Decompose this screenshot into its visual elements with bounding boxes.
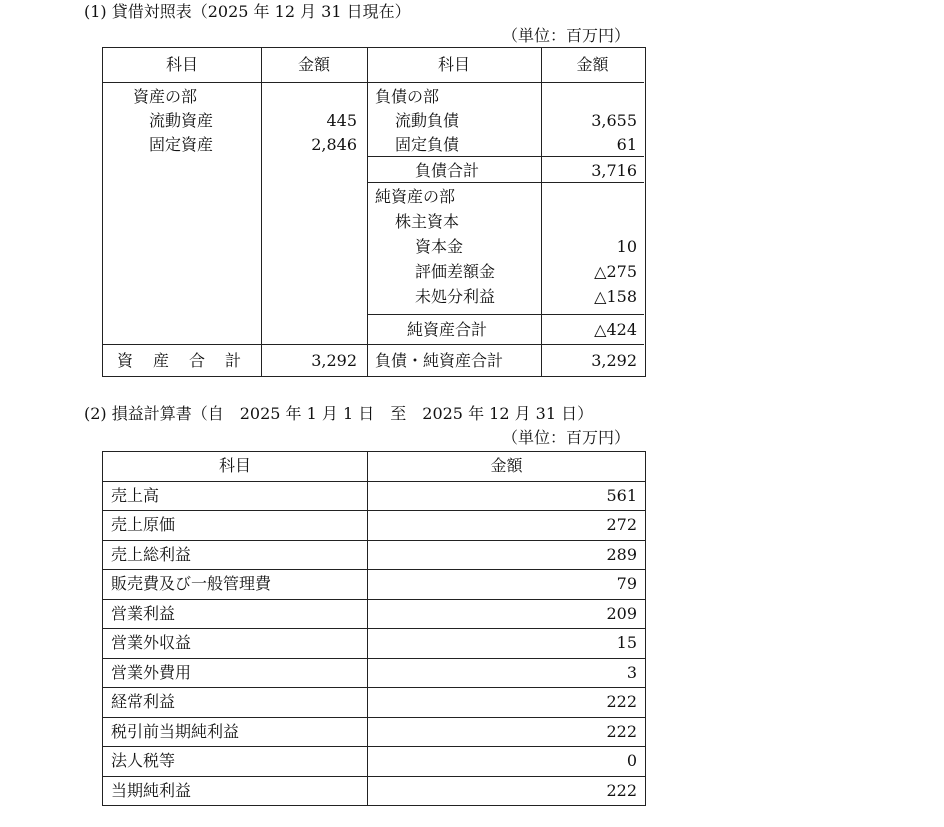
pl-row-label: 当期純利益 bbox=[103, 776, 368, 806]
table-row bbox=[103, 599, 646, 629]
current-liabilities-label: 流動負債 bbox=[395, 111, 460, 130]
pl-row-label: 経常利益 bbox=[103, 688, 368, 718]
table-row bbox=[103, 481, 646, 511]
table-row bbox=[103, 717, 646, 747]
bs-header-left-item: 科目 bbox=[165, 55, 198, 74]
current-liabilities-value: 3,655 bbox=[591, 111, 637, 130]
liabilities-section-label: 負債の部 bbox=[375, 87, 440, 106]
pl-row-label: 売上高 bbox=[103, 481, 368, 511]
net-assets-total-value: △424 bbox=[594, 320, 637, 339]
total-assets-label: 資 産 合 計 bbox=[117, 351, 244, 370]
fixed-assets-label: 固定資産 bbox=[149, 135, 214, 154]
pl-header-amount: 金額 bbox=[368, 452, 646, 482]
balance-sheet-title: (1) 貸借対照表（2025 年 12 月 31 日現在） bbox=[84, 2, 411, 21]
pl-row-value: 222 bbox=[368, 717, 646, 747]
fixed-liabilities-label: 固定負債 bbox=[395, 135, 460, 154]
bs-grand-total-divider bbox=[103, 344, 644, 345]
pl-row-value: 15 bbox=[368, 629, 646, 659]
pl-row-label: 販売費及び一般管理費 bbox=[103, 570, 368, 600]
pl-row-label: 営業利益 bbox=[103, 599, 368, 629]
current-assets-value: 445 bbox=[326, 111, 357, 130]
valuation-difference-label: 評価差額金 bbox=[415, 262, 496, 281]
fixed-liabilities-value: 61 bbox=[616, 135, 637, 154]
total-assets-value: 3,292 bbox=[311, 351, 357, 370]
current-assets-label: 流動資産 bbox=[149, 111, 214, 130]
balance-sheet-table bbox=[102, 47, 646, 377]
pl-row-value: 289 bbox=[368, 540, 646, 570]
table-row bbox=[103, 658, 646, 688]
income-statement-table bbox=[102, 451, 646, 806]
pl-row-value: 222 bbox=[368, 776, 646, 806]
fixed-assets-value: 2,846 bbox=[311, 135, 357, 154]
bs-header-right-amount: 金額 bbox=[576, 55, 609, 74]
pl-row-value: 3 bbox=[368, 658, 646, 688]
table-row bbox=[103, 540, 646, 570]
table-row bbox=[103, 688, 646, 718]
bs-netassets-total-top bbox=[367, 314, 644, 315]
pl-row-value: 209 bbox=[368, 599, 646, 629]
pl-row-label: 営業外費用 bbox=[103, 658, 368, 688]
income-statement-unit: （単位：百万円） bbox=[501, 428, 630, 447]
pl-row-value: 79 bbox=[368, 570, 646, 600]
pl-row-value: 272 bbox=[368, 511, 646, 541]
pl-row-label: 法人税等 bbox=[103, 747, 368, 777]
pl-row-label: 売上総利益 bbox=[103, 540, 368, 570]
pl-row-value: 222 bbox=[368, 688, 646, 718]
pl-row-value: 561 bbox=[368, 481, 646, 511]
income-statement-title: (2) 損益計算書（自 2025 年 1 月 1 日 至 2025 年 12 月 31 日） bbox=[84, 404, 594, 423]
shareholders-equity-label: 株主資本 bbox=[395, 212, 460, 231]
bs-header-divider bbox=[103, 82, 644, 83]
pl-row-label: 売上原価 bbox=[103, 511, 368, 541]
retained-earnings-label: 未処分利益 bbox=[415, 287, 496, 306]
net-assets-total-label: 純資産合計 bbox=[407, 320, 488, 339]
balance-sheet-unit: （単位：百万円） bbox=[501, 26, 630, 45]
liabilities-total-label: 負債合計 bbox=[415, 161, 480, 180]
net-assets-section-label: 純資産の部 bbox=[375, 187, 456, 206]
table-row bbox=[103, 776, 646, 806]
pl-row-label: 営業外収益 bbox=[103, 629, 368, 659]
total-liabilities-net-assets-value: 3,292 bbox=[591, 351, 637, 370]
bs-vline-1 bbox=[261, 48, 262, 376]
bs-vline-2 bbox=[367, 48, 368, 376]
table-row bbox=[103, 629, 646, 659]
pl-header-row bbox=[103, 452, 646, 482]
assets-section-label: 資産の部 bbox=[133, 87, 198, 106]
pl-row-label: 税引前当期純利益 bbox=[103, 717, 368, 747]
bs-header-left-amount: 金額 bbox=[297, 55, 330, 74]
pl-header-item: 科目 bbox=[103, 452, 368, 482]
valuation-difference-value: △275 bbox=[594, 262, 637, 281]
table-row bbox=[103, 747, 646, 777]
bs-liab-total-bottom bbox=[367, 182, 644, 183]
retained-earnings-value: △158 bbox=[594, 287, 637, 306]
capital-stock-value: 10 bbox=[616, 237, 637, 256]
bs-header-right-item: 科目 bbox=[437, 55, 470, 74]
table-row bbox=[103, 511, 646, 541]
liabilities-total-value: 3,716 bbox=[591, 161, 637, 180]
bs-liab-total-top bbox=[367, 156, 644, 157]
capital-stock-label: 資本金 bbox=[415, 237, 464, 256]
table-row bbox=[103, 570, 646, 600]
pl-row-value: 0 bbox=[368, 747, 646, 777]
total-liabilities-net-assets-label: 負債・純資産合計 bbox=[375, 351, 504, 370]
